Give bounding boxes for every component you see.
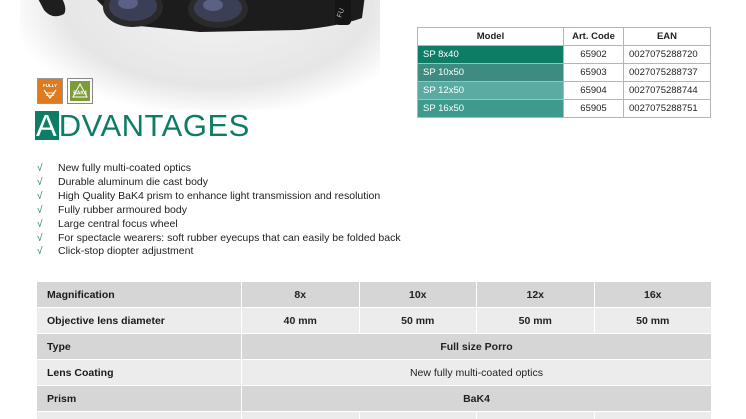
table-row (418, 82, 711, 100)
spec-row-objective (37, 308, 711, 333)
ean-cell: 0027075288751 (624, 100, 711, 118)
list-item (37, 218, 401, 232)
column-header-ean: EAN (624, 28, 711, 46)
column-header-model: Model (418, 28, 564, 46)
ean-cell: 0027075288744 (624, 82, 711, 100)
svg-text:FULLY: FULLY (42, 83, 58, 88)
spec-value: New fully multi-coated optics (241, 360, 711, 385)
ean-cell: 0027075288720 (624, 46, 711, 64)
spec-value (476, 412, 594, 419)
check-icon: √ (37, 190, 43, 202)
table-row (418, 64, 711, 82)
list-item-text: For spectacle wearers: soft rubber eyecups that can easily be folded back (58, 231, 401, 244)
check-icon: √ (37, 246, 43, 258)
art-code-cell: 65903 (564, 64, 624, 82)
spec-row-magnification (37, 282, 711, 307)
spec-value (359, 412, 477, 419)
spec-value: 50 mm (476, 308, 594, 333)
spec-label: Objective lens diameter (37, 308, 241, 333)
spec-value (241, 412, 359, 419)
check-icon: √ (37, 163, 43, 174)
list-item-text: Durable aluminum die cast body (58, 175, 208, 188)
advantages-list (37, 162, 401, 259)
spec-row-coating (37, 360, 711, 385)
heading-rest: DVANTAGES (58, 108, 250, 143)
list-item (37, 162, 401, 176)
list-item-text: Fully rubber armoured body (58, 203, 187, 216)
spec-label: Prism (37, 386, 241, 411)
fully-multi-coated-icon (37, 78, 63, 104)
svg-text:BAK4: BAK4 (73, 90, 87, 97)
model-cell: SP 8x40 (418, 46, 564, 64)
model-cell: SP 16x50 (418, 100, 564, 118)
check-icon: √ (37, 218, 43, 230)
spec-value: 40 mm (241, 308, 359, 333)
spec-label: Magnification (37, 282, 241, 307)
spec-value: 50 mm (359, 308, 477, 333)
model-cell: SP 12x50 (418, 82, 564, 100)
spec-value: 12x (476, 282, 594, 307)
feature-badges (37, 78, 93, 104)
spec-row-prism (37, 386, 711, 411)
bak4-prism-icon (67, 78, 93, 104)
spec-label: Lens Coating (37, 360, 241, 385)
list-item (37, 190, 401, 204)
list-item-text: New fully multi-coated optics (58, 162, 192, 174)
spec-value: Full size Porro (241, 334, 711, 359)
list-item-text: High Quality BaK4 prism to enhance light transmission and resolution (58, 189, 381, 202)
spec-table (37, 281, 711, 419)
check-icon: √ (37, 176, 43, 188)
spec-value (594, 412, 712, 419)
art-code-cell: 65905 (564, 100, 624, 118)
check-icon: √ (37, 232, 43, 244)
list-item-text: Large central focus wheel (58, 217, 178, 230)
list-item (37, 176, 401, 190)
list-item-text: Click-stop diopter adjustment (58, 245, 194, 258)
spec-row-type (37, 334, 711, 359)
spec-value: 50 mm (594, 308, 712, 333)
spec-label (37, 412, 241, 419)
column-header-art-code: Art. Code (564, 28, 624, 46)
heading-initial: A (36, 108, 57, 143)
advantages-heading (35, 106, 250, 143)
art-code-cell: 65902 (564, 46, 624, 64)
spec-value: 10x (359, 282, 477, 307)
list-item (37, 232, 401, 246)
svg-text:FU: FU (336, 7, 347, 19)
ean-cell: 0027075288737 (624, 64, 711, 82)
art-code-cell: 65904 (564, 82, 624, 100)
spec-row-partial (37, 412, 711, 419)
table-row (418, 100, 711, 118)
list-item (37, 204, 401, 218)
table-row (418, 46, 711, 64)
spec-value: BaK4 (241, 386, 711, 411)
model-table (417, 27, 711, 118)
list-item (37, 245, 401, 259)
spec-value: 8x (241, 282, 359, 307)
spec-value: 16x (594, 282, 712, 307)
model-cell: SP 10x50 (418, 64, 564, 82)
check-icon: √ (37, 204, 43, 216)
spec-label: Type (37, 334, 241, 359)
